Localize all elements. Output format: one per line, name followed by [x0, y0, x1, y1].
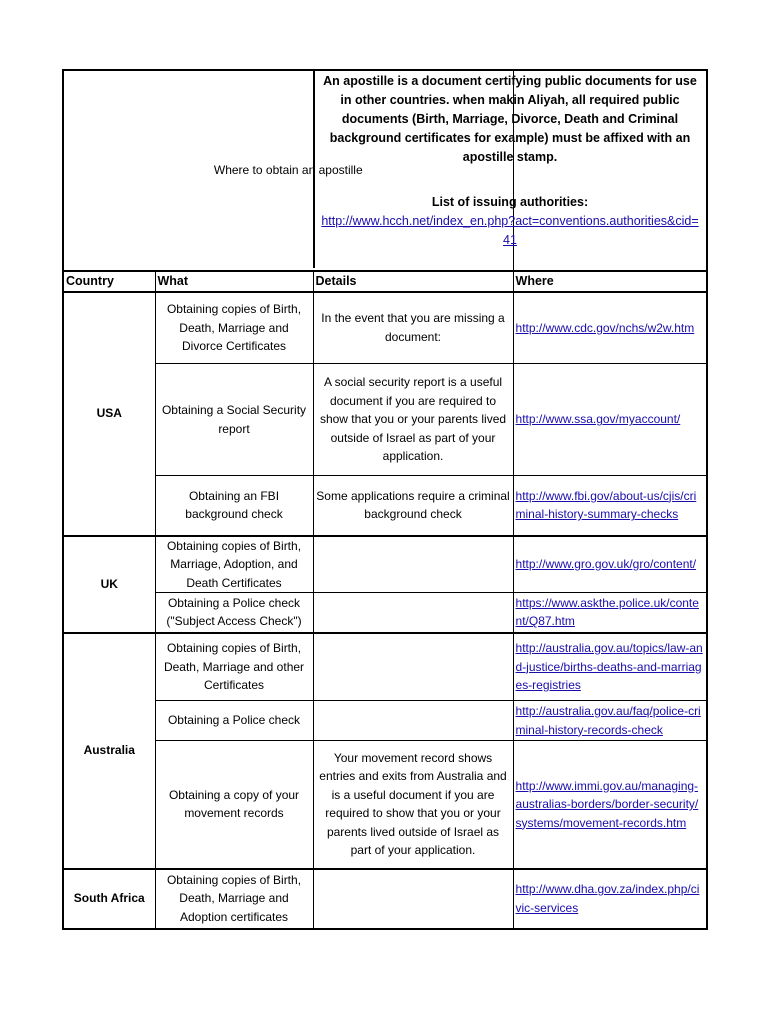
- where-link[interactable]: http://www.fbi.gov/about-us/cjis/criminal-history-summary-checks: [515, 488, 697, 522]
- details-cell: In the event that you are missing a document:: [313, 292, 513, 364]
- what-cell: Obtaining a Police check ("Subject Access Check"): [155, 593, 313, 633]
- country-usa: USA: [63, 292, 155, 536]
- table-row: [63, 869, 707, 929]
- details-cell: [313, 633, 513, 701]
- details-cell: A social security report is a useful document if you are required to show that you or your parents lived outside of Israel as part of your application.: [313, 364, 513, 476]
- table-row: [63, 633, 707, 701]
- details-cell: Your movement record shows entries and exits from Australia and is a useful document if you are required to show that you or your parents lived outside of Israel as part of your application.: [313, 741, 513, 869]
- where-link[interactable]: http://www.gro.gov.uk/gro/content/: [515, 557, 697, 571]
- what-cell: Obtaining an FBI background check: [155, 476, 313, 536]
- what-cell: Obtaining a copy of your movement records: [155, 741, 313, 869]
- table-row: [63, 741, 707, 869]
- what-cell: Obtaining copies of Birth, Death, Marriage and Divorce Certificates: [155, 292, 313, 364]
- country-south-africa: South Africa: [63, 869, 155, 929]
- what-cell: Obtaining copies of Birth, Death, Marriage and other Certificates: [155, 633, 313, 701]
- where-link[interactable]: http://www.ssa.gov/myaccount/: [515, 412, 681, 427]
- what-cell: Obtaining copies of Birth, Death, Marriage and Adoption certificates: [155, 869, 313, 929]
- details-cell: [313, 701, 513, 741]
- what-cell: Obtaining copies of Birth, Marriage, Adoption, and Death Certificates: [155, 536, 313, 593]
- issuing-authorities-link[interactable]: http://www.hcch.net/index_en.php?act=conventions.authorities&cid=41: [321, 214, 699, 247]
- where-link[interactable]: http://www.immi.gov.au/managing-australias-borders/border-security/systems/movement-records.htm: [515, 778, 699, 830]
- column-header-row: [63, 271, 707, 292]
- list-title: List of issuing authorities:: [431, 195, 589, 209]
- where-link[interactable]: http://australia.gov.au/faq/police-criminal-history-records-check: [515, 704, 701, 737]
- table-row: [63, 701, 707, 741]
- where-link[interactable]: http://australia.gov.au/topics/law-and-justice/births-deaths-and-marriages-registries: [515, 641, 703, 692]
- what-cell: Obtaining a Social Security report: [155, 364, 313, 476]
- where-link[interactable]: http://www.dha.gov.za/index.php/civic-services: [515, 882, 700, 915]
- country-uk: UK: [63, 536, 155, 633]
- col-header-country: Country: [63, 271, 155, 292]
- intro-text: An apostille is a document certifying public documents for use in other countries. when makin Aliyah, all required public documents (Birth, Marriage, Divorce, Death and Criminal background certificates for example) must be affixed with an apostille stamp.: [323, 74, 697, 164]
- col-header-where: Where: [513, 271, 707, 292]
- table-row: [63, 364, 707, 476]
- details-cell: [313, 593, 513, 633]
- table-row: [63, 476, 707, 536]
- what-cell: Obtaining a Police check: [155, 701, 313, 741]
- col-header-details: Details: [313, 271, 513, 292]
- col-header-what: What: [155, 271, 313, 292]
- table-row: [63, 292, 707, 364]
- where-link[interactable]: https://www.askthe.police.uk/content/Q87.htm: [515, 595, 699, 629]
- where-link[interactable]: http://www.cdc.gov/nchs/w2w.htm: [515, 320, 695, 335]
- table-row: [63, 536, 707, 593]
- details-cell: Some applications require a criminal background check: [313, 476, 513, 536]
- details-cell: [313, 869, 513, 929]
- table-row: [63, 593, 707, 633]
- intro-cell: [313, 70, 705, 268]
- country-australia: Australia: [63, 633, 155, 869]
- page-title: Where to obtain an apostille: [213, 163, 363, 178]
- details-cell: [313, 536, 513, 593]
